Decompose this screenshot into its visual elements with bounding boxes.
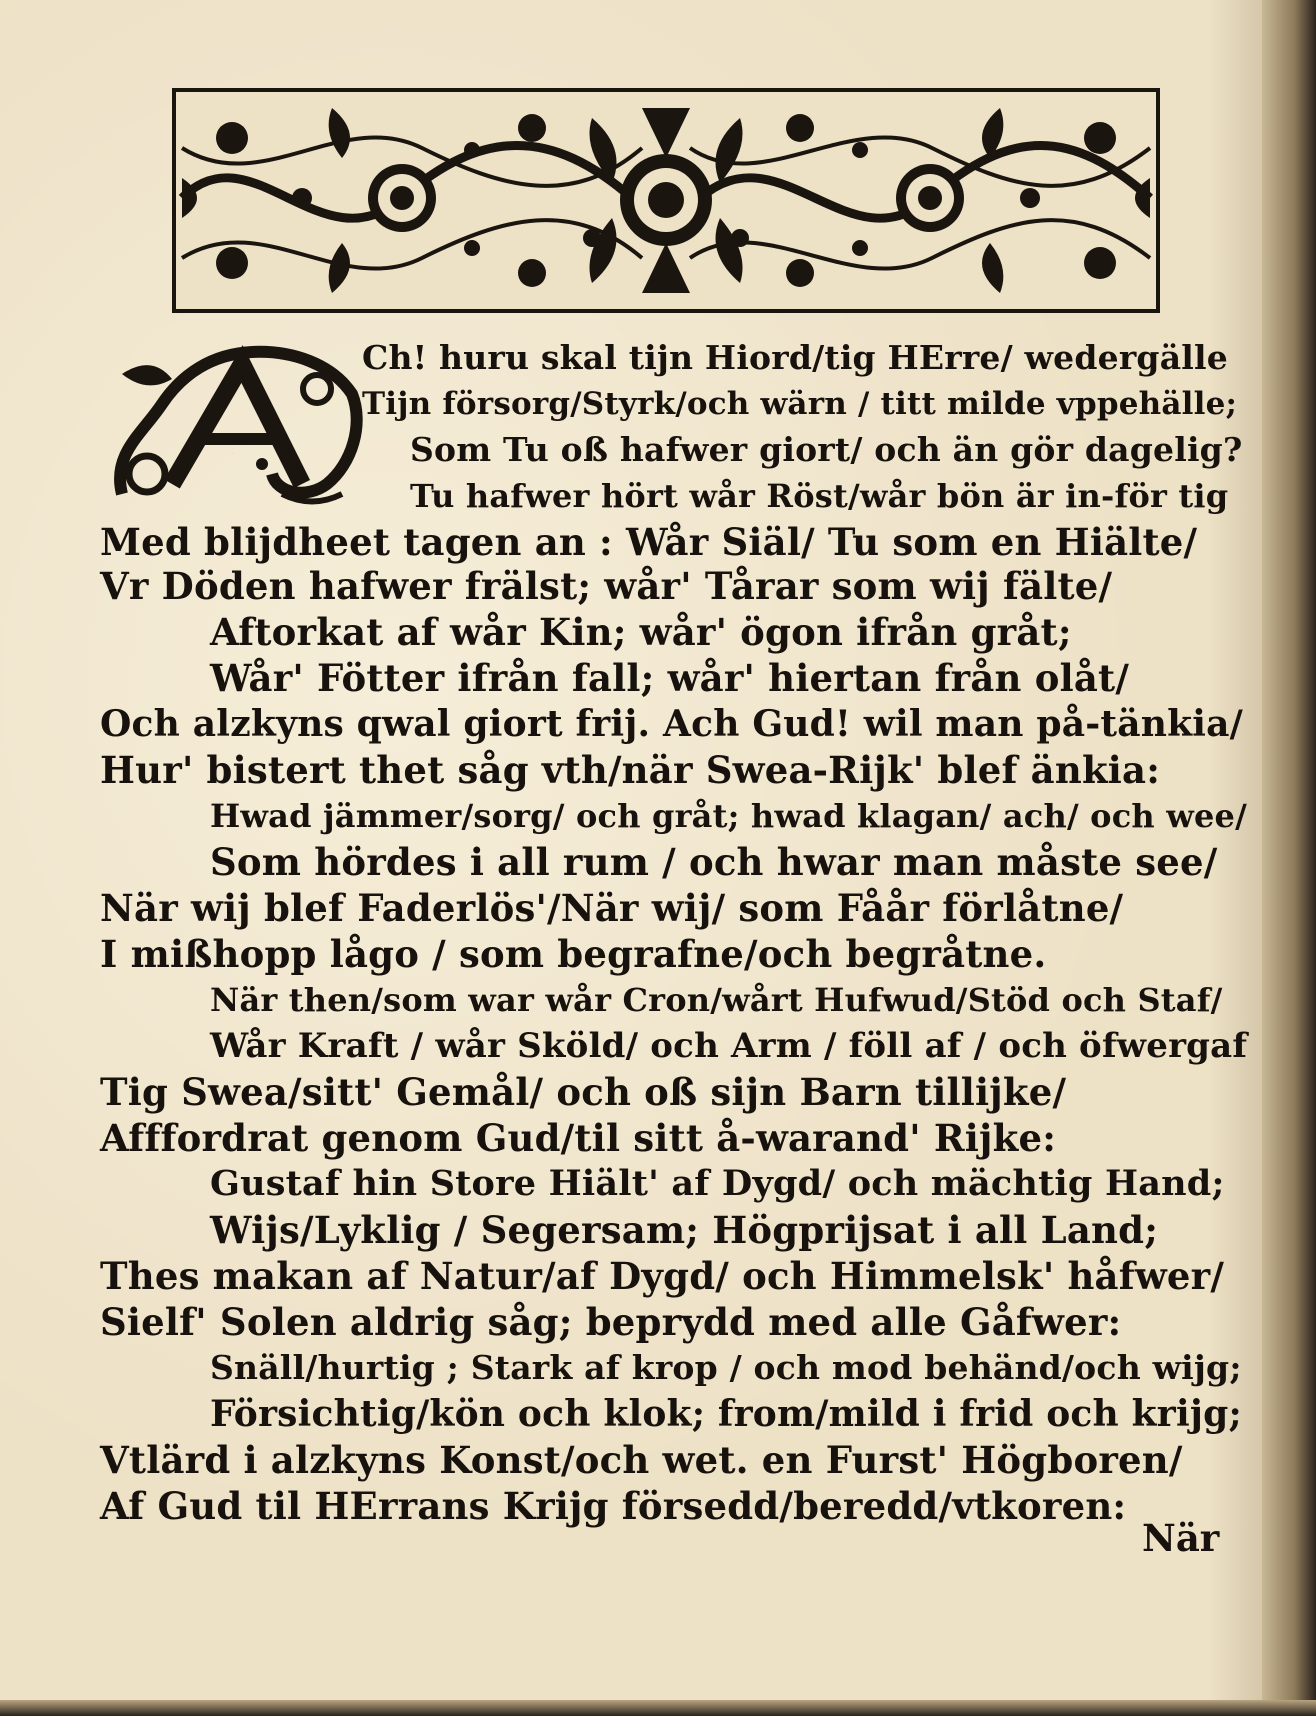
catchword: När [1142,1516,1220,1560]
decorated-initial-letter [102,334,364,514]
text-line: Tig Swea/sitt' Gemål/ och oß sijn Barn tillijke/ [100,1070,1067,1114]
text-line: Som Tu oß hafwer giort/ och än gör dagelig? [410,430,1243,469]
text-line: När then/som war wår Cron/wårt Hufwud/Stöd och Staf/ [210,981,1223,1019]
text-line: Hwad jämmer/sorg/ och gråt; hwad klagan/ ach/ och wee/ [210,797,1247,835]
text-line: Försichtig/kön och klok; from/mild i frid och krijg; [210,1393,1242,1435]
text-line: Vr Döden hafwer frälst; wår' Tårar som wij fälte/ [100,564,1113,608]
text-line: Och alzkyns qwal giort frij. Ach Gud! wil man på-tänkia/ [100,703,1244,745]
text-line: Sielf' Solen aldrig såg; beprydd med alle Gåfwer: [100,1300,1122,1344]
text-line: Som hördes i all rum / och hwar man måste see/ [210,840,1218,884]
text-line: Gustaf hin Store Hiält' af Dygd/ och mächtig Hand; [210,1163,1225,1204]
text-line: Afffordrat genom Gud/til sitt å-warand' Rijke: [100,1116,1057,1160]
text-line: Aftorkat af wår Kin; wår' ögon ifrån gråt; [210,610,1072,654]
book-gutter [1262,0,1316,1716]
text-line: Hur' bistert thet såg vth/när Swea-Rijk' blef änkia: [100,748,1161,792]
text-line: Af Gud til HErrans Krijg försedd/beredd/vtkoren: [100,1484,1127,1528]
page-bottom-edge [0,1700,1316,1716]
text-line: I mißhopp lågo / som begrafne/och begråtne. [100,932,1047,976]
text-line: Wijs/Lyklig / Segersam; Högprijsat i all Land; [210,1208,1159,1252]
text-line: Vtlärd i alzkyns Konst/och wet. en Furst' Högboren/ [100,1438,1183,1482]
floral-headpiece-ornament [172,88,1160,313]
text-line: Tijn försorg/Styrk/och wärn / titt milde vppehälle; [362,386,1238,422]
text-line: Snäll/hurtig ; Stark af krop / och mod behänd/och wijg; [210,1348,1242,1387]
text-line: Tu hafwer hört wår Röst/wår bön är in-för tig [410,477,1229,515]
text-line: Med blijdheet tagen an : Wår Siäl/ Tu som en Hiälte/ [100,520,1198,564]
text-line: Wår' Fötter ifrån fall; wår' hiertan från olåt/ [210,656,1130,700]
text-line: Ch! huru skal tijn Hiord/tig HErre/ wedergälle [362,338,1228,377]
svg-text:A: A [231,454,233,455]
text-line: Wår Kraft / wår Sköld/ och Arm / föll af / och öfwergaf [210,1026,1248,1066]
text-line: Thes makan af Natur/af Dygd/ och Himmelsk' håfwer/ [100,1254,1225,1298]
text-line: När wij blef Faderlös'/När wij/ som Fåår förlåtne/ [100,886,1124,930]
